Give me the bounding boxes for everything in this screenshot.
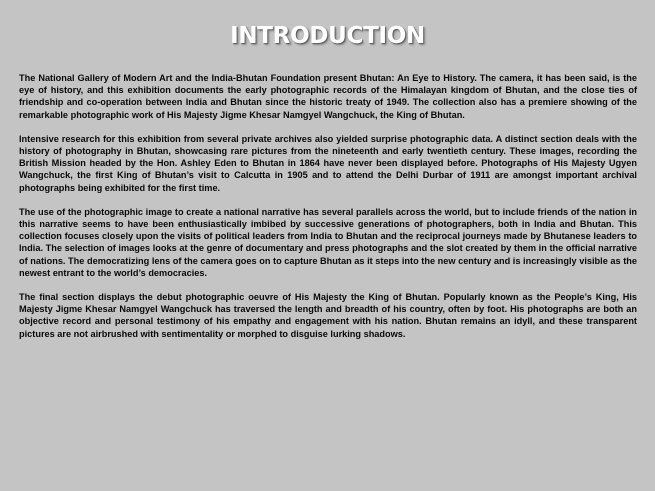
paragraph-1: The National Gallery of Modern Art and the India-Bhutan Foundation present Bhutan: An Eye to History. The camera, it has been said, is the eye of history, and this exhibition documents the early photographic records of the Himalayan kingdom of Bhutan, and the close ties of friendship and co-operation between India and Bhutan since the historic treaty of 1949. The collection also has a premiere showing of the remarkable photographic work of His Majesty Jigme Khesar Namgyel Wangchuck, the King of Bhutan. xyxy=(19,73,637,120)
paragraph-2: Intensive research for this exhibition from several private archives also yielded surprise photographic data. A distinct section deals with the history of photography in Bhutan, showcasing rare pictures from the nineteenth and early twentieth century. These images, recording the British Mission headed by the Hon. Ashley Eden to Bhutan in 1864 have never been displayed before. Photographs of His Majesty Ugyen Wangchuck, the first King of Bhutan’s visit to Calcutta in 1905 and to attend the Delhi Durbar of 1911 are amongst important archival photographs being exhibited for the first time. xyxy=(19,133,637,193)
paragraph-4: The final section displays the debut photographic oeuvre of His Majesty the King of Bhutan. Popularly known as the People’s King, His Majesty Jigme Khesar Namgyel Wangchuck has traversed the length and breadth of his country, often by foot. His photographs are both an objective record and personal testimony of his empathy and engagement with his nation. Bhutan remains an idyll, and these transparent pictures are not airbrushed with sentimentality or morphed to disguise lurking shadows. xyxy=(19,292,637,339)
slide-body xyxy=(19,72,637,352)
slide-title: INTRODUCTION xyxy=(230,23,425,49)
paragraph-3: The use of the photographic image to create a national narrative has several parallels across the world, but to include friends of the nation in this narrative seems to have been enthusiastically imbibed by successive generations of photographers, both in India and Bhutan. This collection focuses closely upon the visits of political leaders from India to Bhutan and the reciprocal journeys made by Bhutanese leaders to India. The selection of images looks at the genre of documentary and press photographs and the slot created by them in the official narrative of nations. The democratizing lens of the camera goes on to capture Bhutan as it steps into the new century and is increasingly visible as the newest entrant to the world’s democracies. xyxy=(19,206,637,278)
